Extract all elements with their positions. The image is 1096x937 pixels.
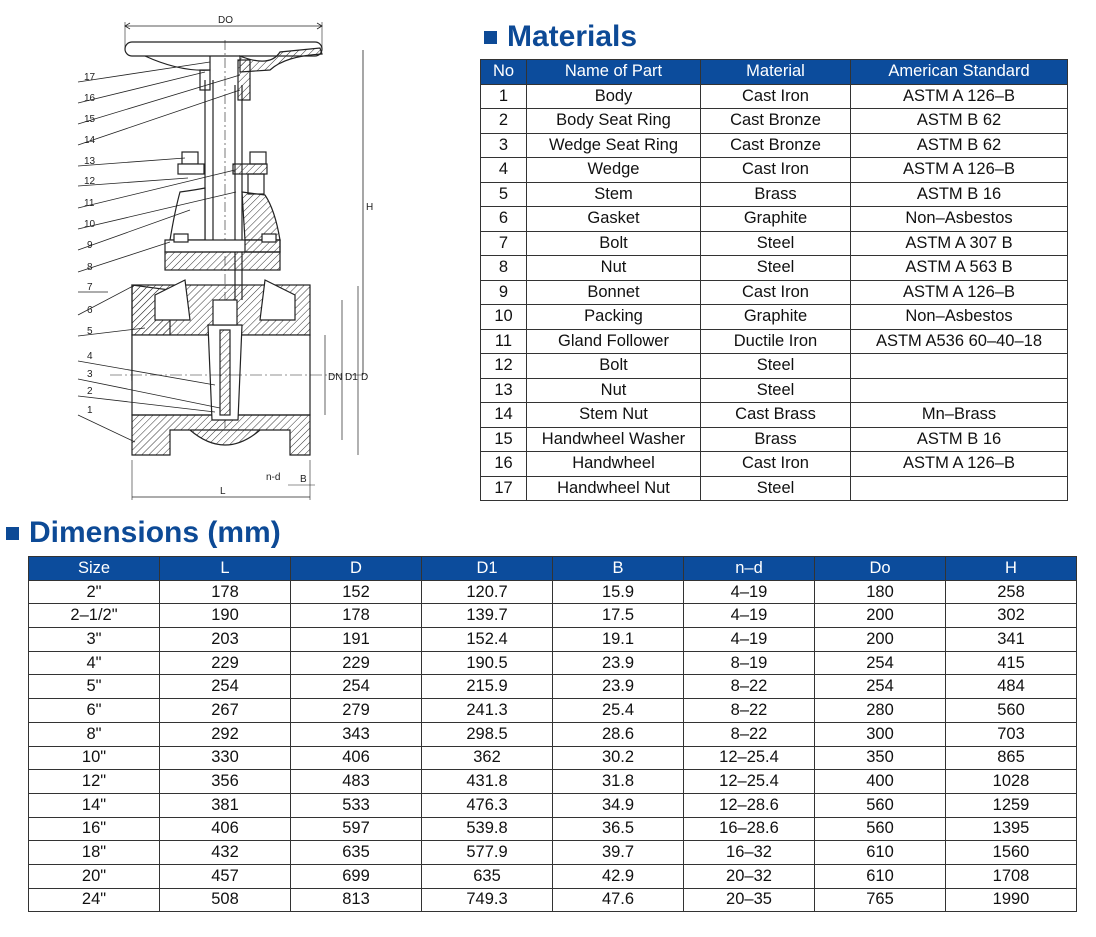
cell-size: 18" <box>29 841 160 865</box>
cell-d: 699 <box>291 864 422 888</box>
cell-size: 12" <box>29 770 160 794</box>
part-label: 15 <box>84 114 96 125</box>
header-do: Do <box>815 557 946 581</box>
cell-no: 15 <box>481 427 527 452</box>
dimensions-table <box>28 556 1077 912</box>
cell-part-name: Nut <box>527 378 701 403</box>
cell-standard: ASTM B 62 <box>851 109 1068 134</box>
cell-no: 16 <box>481 452 527 477</box>
cell-standard: ASTM A 307 B <box>851 231 1068 256</box>
materials-row <box>481 452 1068 477</box>
cell-n-d: 12–25.4 <box>684 746 815 770</box>
cell-l: 330 <box>160 746 291 770</box>
materials-row <box>481 378 1068 403</box>
cell-material: Cast Bronze <box>701 133 851 158</box>
cell-l: 292 <box>160 722 291 746</box>
part-label: 7 <box>87 282 93 293</box>
cell-h: 1708 <box>946 864 1077 888</box>
cell-part-name: Bonnet <box>527 280 701 305</box>
cell-n-d: 4–19 <box>684 580 815 604</box>
materials-heading-text: Materials <box>507 20 638 53</box>
cell-d1: 241.3 <box>422 699 553 723</box>
cell-h: 1395 <box>946 817 1077 841</box>
cell-b: 15.9 <box>553 580 684 604</box>
cell-size: 8" <box>29 722 160 746</box>
cell-l: 432 <box>160 841 291 865</box>
cell-no: 8 <box>481 256 527 281</box>
header-n-d: n–d <box>684 557 815 581</box>
cell-part-name: Body <box>527 84 701 109</box>
part-label: 5 <box>87 326 93 337</box>
cell-l: 457 <box>160 864 291 888</box>
cell-d1: 215.9 <box>422 675 553 699</box>
cell-d1: 190.5 <box>422 651 553 675</box>
cell-h: 1560 <box>946 841 1077 865</box>
materials-row <box>481 476 1068 501</box>
cell-d: 533 <box>291 793 422 817</box>
cell-d: 483 <box>291 770 422 794</box>
cell-size: 10" <box>29 746 160 770</box>
cell-material: Brass <box>701 182 851 207</box>
dimensions-header-row <box>29 557 1077 581</box>
cell-b: 25.4 <box>553 699 684 723</box>
cell-l: 381 <box>160 793 291 817</box>
dimensions-row <box>29 675 1077 699</box>
valve-cross-section-drawing <box>70 10 390 500</box>
cell-b: 31.8 <box>553 770 684 794</box>
header-d1: D1 <box>422 557 553 581</box>
cell-no: 2 <box>481 109 527 134</box>
dimensions-row <box>29 628 1077 652</box>
cell-material: Steel <box>701 231 851 256</box>
cell-n-d: 4–19 <box>684 604 815 628</box>
cell-no: 7 <box>481 231 527 256</box>
header-h: H <box>946 557 1077 581</box>
cell-b: 19.1 <box>553 628 684 652</box>
cell-standard: ASTM B 16 <box>851 182 1068 207</box>
cell-d: 178 <box>291 604 422 628</box>
cell-d1: 152.4 <box>422 628 553 652</box>
cell-l: 406 <box>160 817 291 841</box>
cell-no: 5 <box>481 182 527 207</box>
cell-do: 400 <box>815 770 946 794</box>
cell-size: 2" <box>29 580 160 604</box>
cell-part-name: Gasket <box>527 207 701 232</box>
cell-do: 560 <box>815 793 946 817</box>
part-label: 4 <box>87 351 93 362</box>
cell-b: 23.9 <box>553 651 684 675</box>
cell-h: 341 <box>946 628 1077 652</box>
cell-part-name: Wedge <box>527 158 701 183</box>
materials-row <box>481 182 1068 207</box>
cell-h: 1259 <box>946 793 1077 817</box>
cell-d: 597 <box>291 817 422 841</box>
cell-standard <box>851 378 1068 403</box>
cell-d1: 539.8 <box>422 817 553 841</box>
part-label: 8 <box>87 262 93 273</box>
materials-row <box>481 256 1068 281</box>
part-label: 11 <box>84 198 95 209</box>
cell-material: Cast Bronze <box>701 109 851 134</box>
cell-h: 703 <box>946 722 1077 746</box>
cell-h: 1990 <box>946 888 1077 912</box>
cell-part-name: Stem <box>527 182 701 207</box>
cell-n-d: 20–32 <box>684 864 815 888</box>
cell-do: 180 <box>815 580 946 604</box>
dimensions-row <box>29 651 1077 675</box>
cell-n-d: 16–28.6 <box>684 817 815 841</box>
dim-label-d: D <box>361 372 369 383</box>
dimensions-row <box>29 770 1077 794</box>
cell-d: 406 <box>291 746 422 770</box>
cell-h: 302 <box>946 604 1077 628</box>
cell-b: 47.6 <box>553 888 684 912</box>
cell-do: 200 <box>815 628 946 652</box>
materials-row <box>481 231 1068 256</box>
cell-no: 9 <box>481 280 527 305</box>
cell-d1: 476.3 <box>422 793 553 817</box>
cell-d1: 120.7 <box>422 580 553 604</box>
cell-b: 23.9 <box>553 675 684 699</box>
cell-l: 508 <box>160 888 291 912</box>
cell-no: 1 <box>481 84 527 109</box>
cell-standard: ASTM A 126–B <box>851 452 1068 477</box>
cell-l: 190 <box>160 604 291 628</box>
part-label: 16 <box>84 93 96 104</box>
cell-l: 267 <box>160 699 291 723</box>
cell-d1: 431.8 <box>422 770 553 794</box>
cell-h: 865 <box>946 746 1077 770</box>
cell-no: 6 <box>481 207 527 232</box>
part-label: 13 <box>84 156 96 167</box>
cell-b: 34.9 <box>553 793 684 817</box>
cell-part-name: Handwheel Washer <box>527 427 701 452</box>
cell-do: 254 <box>815 651 946 675</box>
cell-size: 6" <box>29 699 160 723</box>
cell-d: 813 <box>291 888 422 912</box>
cell-part-name: Nut <box>527 256 701 281</box>
cell-material: Cast Brass <box>701 403 851 428</box>
header-l: L <box>160 557 291 581</box>
cell-material: Brass <box>701 427 851 452</box>
dimensions-row <box>29 888 1077 912</box>
cell-standard: ASTM B 62 <box>851 133 1068 158</box>
materials-row <box>481 84 1068 109</box>
dimensions-row <box>29 864 1077 888</box>
dim-label-dn: DN <box>328 372 343 383</box>
header-name-of-part: Name of Part <box>527 60 701 85</box>
cell-n-d: 8–22 <box>684 722 815 746</box>
cell-part-name: Bolt <box>527 354 701 379</box>
cell-b: 42.9 <box>553 864 684 888</box>
materials-row <box>481 133 1068 158</box>
part-label: 1 <box>87 405 93 416</box>
cell-standard: ASTM A 126–B <box>851 280 1068 305</box>
cell-h: 560 <box>946 699 1077 723</box>
dim-label-nd: n-d <box>266 472 281 483</box>
cell-part-name: Body Seat Ring <box>527 109 701 134</box>
cell-do: 350 <box>815 746 946 770</box>
part-label: 9 <box>87 240 93 251</box>
cell-d: 152 <box>291 580 422 604</box>
cell-no: 3 <box>481 133 527 158</box>
cell-n-d: 8–22 <box>684 675 815 699</box>
dimensions-row <box>29 580 1077 604</box>
header-no: No <box>481 60 527 85</box>
cell-b: 17.5 <box>553 604 684 628</box>
dimensions-heading-text: Dimensions (mm) <box>29 516 281 549</box>
cell-h: 258 <box>946 580 1077 604</box>
cell-do: 280 <box>815 699 946 723</box>
cell-d: 343 <box>291 722 422 746</box>
cell-part-name: Gland Follower <box>527 329 701 354</box>
cell-b: 36.5 <box>553 817 684 841</box>
cell-size: 20" <box>29 864 160 888</box>
cell-b: 28.6 <box>553 722 684 746</box>
bullet-square-icon <box>484 31 497 44</box>
materials-row <box>481 354 1068 379</box>
part-label: 2 <box>87 386 93 397</box>
cell-size: 16" <box>29 817 160 841</box>
dim-label-h: H <box>366 202 374 213</box>
cell-standard: Non–Asbestos <box>851 207 1068 232</box>
materials-table <box>480 59 1068 501</box>
cell-n-d: 20–35 <box>684 888 815 912</box>
dimensions-row <box>29 699 1077 723</box>
cell-d1: 298.5 <box>422 722 553 746</box>
cell-material: Cast Iron <box>701 280 851 305</box>
dim-label-b: B <box>300 474 307 485</box>
dimensions-row <box>29 817 1077 841</box>
cell-no: 13 <box>481 378 527 403</box>
part-label: 6 <box>87 305 93 316</box>
cell-do: 765 <box>815 888 946 912</box>
cell-part-name: Bolt <box>527 231 701 256</box>
header-size: Size <box>29 557 160 581</box>
cell-size: 5" <box>29 675 160 699</box>
cell-material: Steel <box>701 476 851 501</box>
cell-n-d: 4–19 <box>684 628 815 652</box>
cell-d1: 577.9 <box>422 841 553 865</box>
header-material: Material <box>701 60 851 85</box>
cell-material: Steel <box>701 354 851 379</box>
cell-material: Graphite <box>701 305 851 330</box>
materials-heading <box>484 20 637 54</box>
cell-material: Cast Iron <box>701 84 851 109</box>
cell-d: 635 <box>291 841 422 865</box>
cell-n-d: 12–28.6 <box>684 793 815 817</box>
cell-n-d: 8–22 <box>684 699 815 723</box>
materials-row <box>481 329 1068 354</box>
part-label: 17 <box>84 72 96 83</box>
materials-row <box>481 305 1068 330</box>
cell-do: 300 <box>815 722 946 746</box>
cell-b: 39.7 <box>553 841 684 865</box>
cell-do: 610 <box>815 841 946 865</box>
cell-l: 356 <box>160 770 291 794</box>
header-b: B <box>553 557 684 581</box>
cell-no: 12 <box>481 354 527 379</box>
part-label: 10 <box>84 219 96 230</box>
cell-material: Ductile Iron <box>701 329 851 354</box>
cell-do: 254 <box>815 675 946 699</box>
dimensions-row <box>29 604 1077 628</box>
part-label: 3 <box>87 369 93 380</box>
cell-part-name: Handwheel <box>527 452 701 477</box>
cell-d1: 362 <box>422 746 553 770</box>
part-label: 14 <box>84 135 96 146</box>
cell-n-d: 16–32 <box>684 841 815 865</box>
cell-standard: ASTM A536 60–40–18 <box>851 329 1068 354</box>
dimensions-row <box>29 841 1077 865</box>
dimensions-heading <box>6 516 281 550</box>
cell-part-name: Stem Nut <box>527 403 701 428</box>
cell-d1: 139.7 <box>422 604 553 628</box>
cell-no: 11 <box>481 329 527 354</box>
cell-size: 2–1/2" <box>29 604 160 628</box>
cell-size: 3" <box>29 628 160 652</box>
dimensions-row <box>29 793 1077 817</box>
materials-row <box>481 280 1068 305</box>
cell-do: 560 <box>815 817 946 841</box>
cell-h: 415 <box>946 651 1077 675</box>
cell-standard: ASTM A 126–B <box>851 84 1068 109</box>
header-american-standard: American Standard <box>851 60 1068 85</box>
header-d: D <box>291 557 422 581</box>
cell-h: 484 <box>946 675 1077 699</box>
cell-d1: 635 <box>422 864 553 888</box>
cell-size: 24" <box>29 888 160 912</box>
cell-standard <box>851 354 1068 379</box>
cell-standard: ASTM A 126–B <box>851 158 1068 183</box>
dim-label-d1: D1 <box>345 372 358 383</box>
cell-material: Steel <box>701 256 851 281</box>
cell-standard <box>851 476 1068 501</box>
cell-d1: 749.3 <box>422 888 553 912</box>
cell-material: Steel <box>701 378 851 403</box>
cell-standard: Non–Asbestos <box>851 305 1068 330</box>
materials-row <box>481 403 1068 428</box>
cell-standard: ASTM A 563 B <box>851 256 1068 281</box>
cell-do: 610 <box>815 864 946 888</box>
cell-l: 254 <box>160 675 291 699</box>
cell-standard: ASTM B 16 <box>851 427 1068 452</box>
materials-row <box>481 109 1068 134</box>
cell-no: 10 <box>481 305 527 330</box>
cell-size: 4" <box>29 651 160 675</box>
cell-no: 14 <box>481 403 527 428</box>
cell-no: 4 <box>481 158 527 183</box>
cell-d: 279 <box>291 699 422 723</box>
cell-h: 1028 <box>946 770 1077 794</box>
cell-d: 254 <box>291 675 422 699</box>
bullet-square-icon <box>6 527 19 540</box>
dim-label-l: L <box>220 486 226 497</box>
cell-material: Graphite <box>701 207 851 232</box>
cell-d: 191 <box>291 628 422 652</box>
cell-no: 17 <box>481 476 527 501</box>
materials-header-row <box>481 60 1068 85</box>
part-label: 12 <box>84 176 96 187</box>
cell-l: 178 <box>160 580 291 604</box>
cell-standard: Mn–Brass <box>851 403 1068 428</box>
dimensions-row <box>29 746 1077 770</box>
materials-row <box>481 158 1068 183</box>
cell-n-d: 8–19 <box>684 651 815 675</box>
cell-material: Cast Iron <box>701 452 851 477</box>
cell-l: 203 <box>160 628 291 652</box>
cell-n-d: 12–25.4 <box>684 770 815 794</box>
cell-material: Cast Iron <box>701 158 851 183</box>
cell-d: 229 <box>291 651 422 675</box>
cell-part-name: Wedge Seat Ring <box>527 133 701 158</box>
dim-label-do: DO <box>218 15 233 26</box>
materials-row <box>481 427 1068 452</box>
cell-l: 229 <box>160 651 291 675</box>
dimensions-row <box>29 722 1077 746</box>
cell-do: 200 <box>815 604 946 628</box>
cell-part-name: Packing <box>527 305 701 330</box>
cell-b: 30.2 <box>553 746 684 770</box>
cell-part-name: Handwheel Nut <box>527 476 701 501</box>
cell-size: 14" <box>29 793 160 817</box>
materials-row <box>481 207 1068 232</box>
